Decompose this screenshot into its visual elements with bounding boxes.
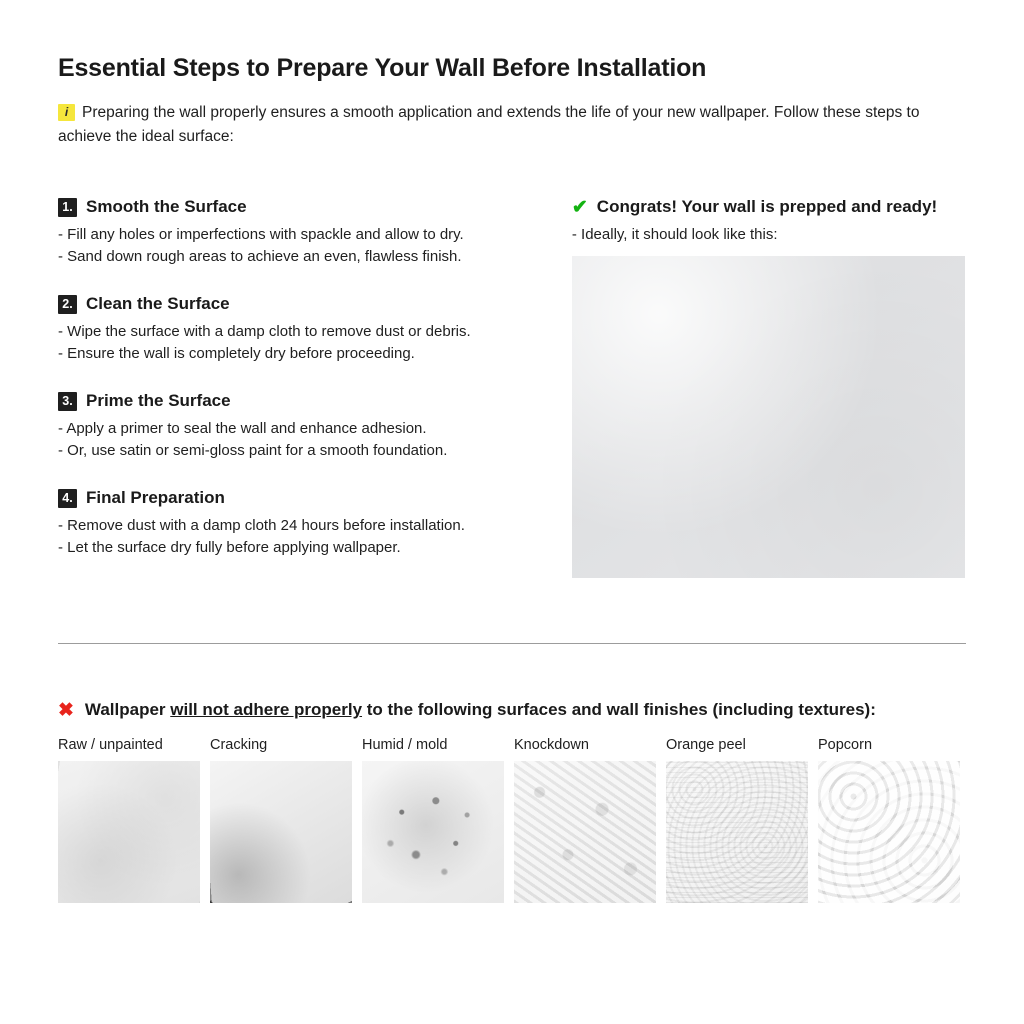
prepped-wall-sample-image — [572, 256, 965, 578]
surface-label: Orange peel — [666, 737, 746, 753]
warning-heading-row — [58, 700, 966, 720]
ready-subtext: - Ideally, it should look like this: — [571, 226, 778, 243]
step-line: - Wipe the surface with a damp cloth to remove dust or debris. — [58, 323, 471, 340]
intro-paragraph — [58, 101, 966, 149]
ready-heading: Congrats! Your wall is prepped and ready! — [596, 197, 938, 216]
step-number-badge: 3. — [58, 392, 77, 411]
step-line: - Remove dust with a damp cloth 24 hours before installation. — [58, 517, 465, 534]
step-line: - Ensure the wall is completely dry before proceeding. — [58, 345, 415, 362]
step-line: - Fill any holes or imperfections with spackle and allow to dry. — [58, 226, 464, 243]
step-heading-row — [58, 197, 572, 217]
intro-text: Preparing the wall properly ensures a smooth application and extends the life of your new wallpaper. Follow these steps to achieve the ideal surface: — [58, 104, 920, 145]
ready-column — [572, 197, 966, 585]
warning-text-underlined: will not adhere properly — [170, 700, 363, 719]
steps-column — [58, 197, 572, 585]
surface-swatch — [514, 737, 656, 903]
surface-swatch — [210, 737, 352, 903]
section-divider — [58, 643, 966, 644]
popcorn-texture-image — [818, 761, 960, 903]
surface-label: Humid / mold — [362, 737, 448, 753]
step-heading: Prime the Surface — [86, 391, 231, 410]
step-line: - Sand down rough areas to achieve an even, flawless finish. — [58, 248, 462, 265]
humid-mold-texture-image — [362, 761, 504, 903]
surface-swatch — [362, 737, 504, 903]
step-item — [58, 391, 572, 462]
step-heading: Final Preparation — [86, 488, 225, 507]
page-title: Essential Steps to Prepare Your Wall Before Installation — [58, 54, 707, 82]
ready-heading-row — [572, 197, 966, 217]
surface-swatch — [666, 737, 808, 903]
surface-swatch — [58, 737, 200, 903]
step-item — [58, 488, 572, 559]
cracking-texture-image — [210, 761, 352, 903]
knockdown-texture-image — [514, 761, 656, 903]
step-item — [58, 197, 572, 268]
step-line: - Apply a primer to seal the wall and enhance adhesion. — [58, 420, 427, 437]
warning-text-before: Wallpaper — [84, 700, 171, 719]
surface-label: Popcorn — [818, 737, 873, 753]
step-line: - Or, use satin or semi-gloss paint for a smooth foundation. — [58, 442, 448, 459]
surface-label: Cracking — [210, 737, 268, 753]
orange-peel-texture-image — [666, 761, 808, 903]
step-heading-row — [58, 294, 572, 314]
step-item — [58, 294, 572, 365]
raw-unpainted-texture-image — [58, 761, 200, 903]
surface-label: Knockdown — [514, 737, 589, 753]
surface-swatch-list — [58, 737, 966, 903]
step-heading-row — [58, 488, 572, 508]
step-number-badge: 1. — [58, 198, 77, 217]
step-number-badge: 4. — [58, 489, 77, 508]
step-heading: Clean the Surface — [86, 294, 230, 313]
warning-text-after: to the following surfaces and wall finishes (including textures): — [362, 700, 876, 719]
content-columns — [58, 197, 966, 585]
check-icon: ✔ — [571, 196, 588, 218]
step-heading: Smooth the Surface — [86, 197, 247, 216]
step-heading-row — [58, 391, 572, 411]
step-number-badge: 2. — [58, 295, 77, 314]
warning-text — [85, 700, 876, 720]
cross-icon: ✖ — [58, 699, 74, 721]
step-line: - Let the surface dry fully before applying wallpaper. — [58, 539, 401, 556]
unsuitable-surfaces-section — [58, 700, 966, 903]
surface-swatch — [818, 737, 960, 903]
info-icon: i — [58, 104, 75, 121]
surface-label: Raw / unpainted — [58, 737, 163, 753]
